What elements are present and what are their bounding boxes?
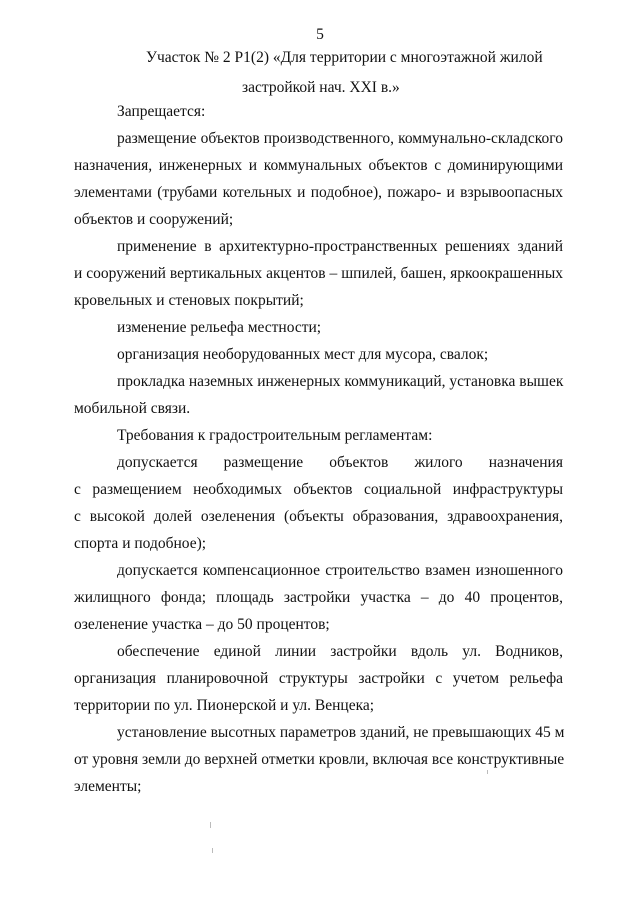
prohibited-item-5-line-1: прокладка наземных инженерных коммуникаций, установка вышек [117,373,564,390]
requirements-title: Требования к градостроительным регламентам: [117,427,433,444]
prohibited-item-5-line-2: мобильной связи. [74,400,191,417]
requirements-item-1-line-1: допускается размещение объектов жилого назначения [117,454,563,471]
prohibited-item-3-line-1: изменение рельефа местности; [117,319,322,336]
scan-speck [210,822,211,828]
requirements-item-2-line-2: жилищного фонда; площадь застройки участка – до 40 процентов, [74,589,563,606]
prohibited-item-1-line-1: размещение объектов производственного, коммунально-складского [117,130,563,147]
prohibited-item-4-line-1: организация необорудованных мест для мусора, свалок; [117,346,489,363]
requirements-item-3-line-3: территории по ул. Пионерской и ул. Венцека; [74,697,375,714]
prohibited-item-2-line-3: кровельных и стеновых покрытий; [74,292,304,309]
scan-speck [212,848,213,853]
requirements-item-4-line-2: от уровня земли до верхней отметки кровли, включая все конструктивные [74,751,565,768]
requirements-item-1-line-3: с высокой долей озеленения (объекты образования, здравоохранения, [74,508,563,525]
requirements-item-4-line-1: установление высотных параметров зданий, не превышающих 45 м [117,724,565,741]
heading-line-2: застройкой нач. XXI в.» [242,79,400,96]
prohibited-item-1-line-3: элементами (трубами котельных и подобное), пожаро- и взрывоопасных [74,184,563,201]
prohibited-item-1-line-4: объектов и сооружений; [74,211,234,228]
prohibited-item-2-line-2: и сооружений вертикальных акцентов – шпилей, башен, яркоокрашенных [74,265,563,282]
requirements-item-3-line-2: организация планировочной структуры застройки с учетом рельефа [74,670,563,687]
requirements-item-1-line-2: с размещением необходимых объектов социальной инфраструктуры [74,481,563,498]
heading-line-1: Участок № 2 Р1(2) «Для территории с многоэтажной жилой [146,49,543,66]
requirements-item-1-line-4: спорта и подобное); [74,535,207,552]
prohibited-title: Запрещается: [117,103,206,120]
prohibited-item-2-line-1: применение в архитектурно-пространственных решениях зданий [117,238,563,255]
prohibited-item-1-line-2: назначения, инженерных и коммунальных объектов с доминирующими [74,157,563,174]
page-number: 5 [316,26,324,43]
requirements-item-3-line-1: обеспечение единой линии застройки вдоль ул. Водников, [117,643,563,660]
requirements-item-2-line-1: допускается компенсационное строительство взамен изношенного [117,562,563,579]
scan-speck [487,770,488,774]
requirements-item-4-line-3: элементы; [74,778,142,795]
requirements-item-2-line-3: озеленение участка – до 50 процентов; [74,616,330,633]
